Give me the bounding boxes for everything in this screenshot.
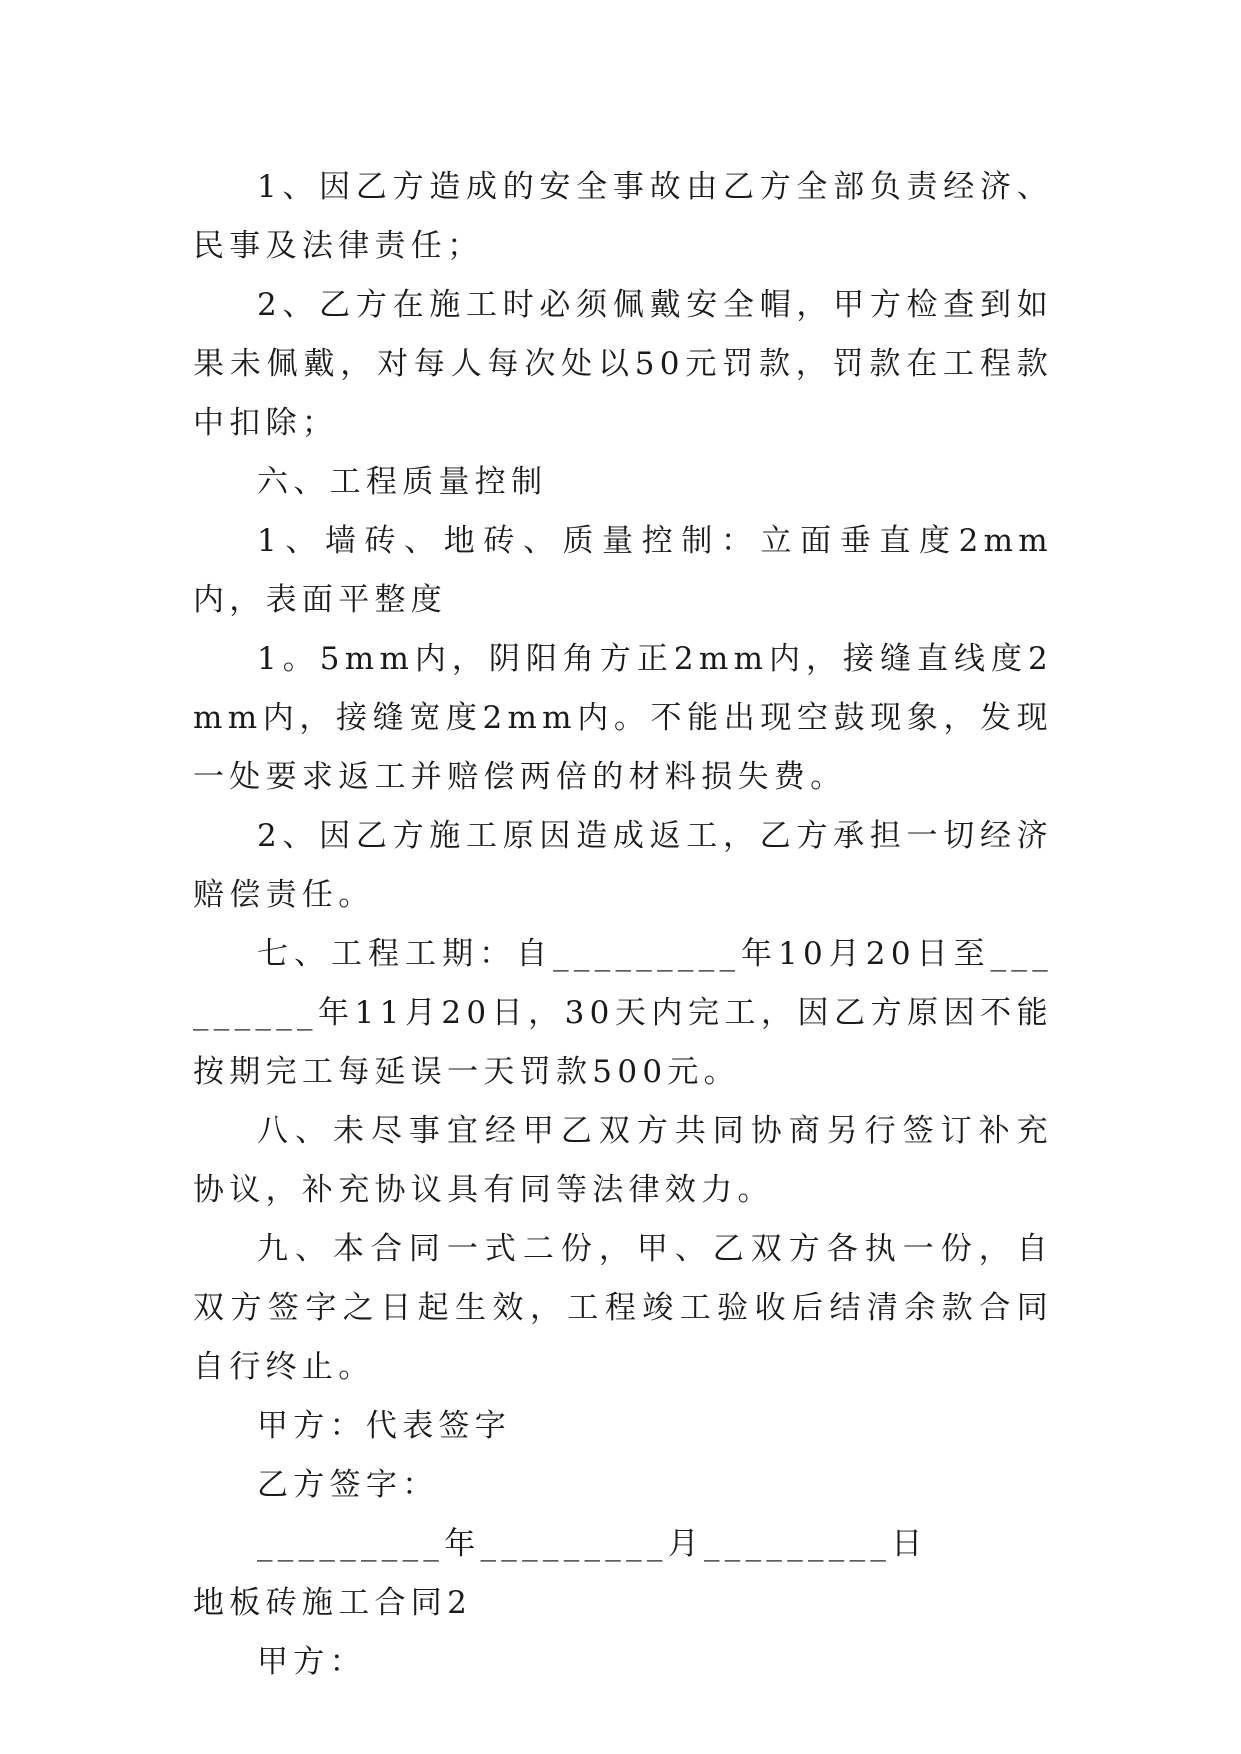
party-a-label: 甲方： (257, 1644, 366, 1680)
party-a-signature-line: 甲方：代表签字 (257, 1408, 512, 1444)
paragraph-construction-period: 七、工程工期：自_________年10月20日至_________年11月20日，30天内完工，因乙方原因不能按期完工每延误一天罚款500元。 (193, 936, 1053, 1090)
heading-quality-control: 六、工程质量控制 (257, 464, 548, 500)
paragraph-supplementary-agreement: 八、未尽事宜经甲乙双方共同协商另行签订补充协议，补充协议具有同等法律效力。 (193, 1113, 1053, 1208)
paragraph-tile-quality: 1、墙砖、地砖、质量控制：立面垂直度2mm内，表面平整度 (193, 523, 1053, 618)
section-title: 地板砖施工合同2 (193, 1585, 473, 1621)
party-b-signature-line: 乙方签字： (257, 1467, 439, 1503)
paragraph-rework-liability: 2、因乙方施工原因造成返工，乙方承担一切经济赔偿责任。 (193, 818, 1053, 913)
paragraph-safety-helmet: 2、乙方在施工时必须佩戴安全帽，甲方检查到如果未佩戴，对每人每次处以50元罚款，罚款在工程款中扣除； (193, 287, 1053, 441)
paragraph-tile-tolerance: 1。5mm内，阴阳角方正2mm内，接缝直线度2mm内，接缝宽度2mm内。不能出现空鼓现象，发现一处要求返工并赔偿两倍的材料损失费。 (193, 641, 1053, 795)
signature-date-line: _________年_________月_________日 (257, 1526, 928, 1562)
paragraph-safety-liability: 1、因乙方造成的安全事故由乙方全部负责经济、民事及法律责任； (193, 169, 1053, 264)
paragraph-contract-copies: 九、本合同一式二份，甲、乙双方各执一份，自双方签字之日起生效，工程竣工验收后结清余款合同自行终止。 (193, 1231, 1053, 1385)
document-page (193, 158, 1053, 1692)
